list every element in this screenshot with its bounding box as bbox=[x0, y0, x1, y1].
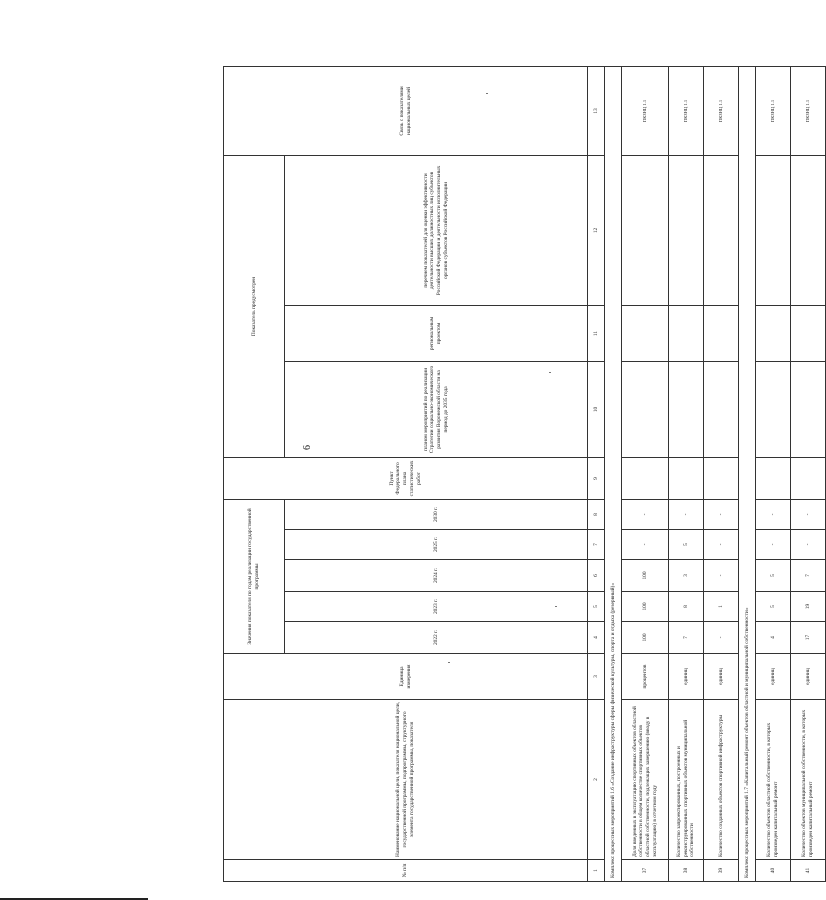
header-strategy: планом мероприятий по реализации Стратегии социально-экономического развития Воронежской области на период до 2035 года bbox=[285, 361, 588, 457]
row-value: 5 bbox=[756, 560, 791, 592]
scan-speck bbox=[549, 372, 551, 373]
row-num: 37 bbox=[622, 860, 669, 882]
header-linkage-group: Показатель предусмотрен bbox=[224, 155, 285, 457]
header-name: Наименование национальной цели, показателя национальной цели, государственной программы, подпрограммы, структурного элемента государственной программы, показателя bbox=[224, 700, 588, 860]
row-value: - bbox=[669, 499, 704, 529]
row-value: 4 bbox=[756, 622, 791, 654]
row-goal-link: ПКЗНЦ 1.1 bbox=[622, 66, 669, 155]
row-fed-plan bbox=[622, 457, 669, 499]
row-value: 17 bbox=[791, 622, 826, 654]
column-number: 2 bbox=[588, 700, 605, 860]
row-name: Количество объектов муниципальной собственности, в которых произведен капитальный ремонт bbox=[791, 700, 826, 860]
row-unit: единиц bbox=[756, 654, 791, 700]
row-fed-plan bbox=[756, 457, 791, 499]
row-goal-link: ПКЗНЦ 1.1 bbox=[756, 66, 791, 155]
header-efficiency: перечнем показателей для оценки эффективности деятельности высших должностных лиц субъектов Российской Федерации и деятельности исполнительных органов субъектов Российской Федерации bbox=[285, 155, 588, 305]
row-value: 1 bbox=[704, 592, 739, 622]
row-efficiency bbox=[622, 155, 669, 305]
row-value: 5 bbox=[669, 530, 704, 560]
column-number: 8 bbox=[588, 499, 605, 529]
header-year: 2025 г. bbox=[285, 530, 588, 560]
column-number: 1 bbox=[588, 860, 605, 882]
header-year: 2023 г. bbox=[285, 592, 588, 622]
row-value: - bbox=[704, 622, 739, 654]
row-strategy bbox=[704, 361, 739, 457]
row-value: 100 bbox=[622, 560, 669, 592]
row-efficiency bbox=[791, 155, 826, 305]
column-number: 9 bbox=[588, 457, 605, 499]
row-regional-project bbox=[704, 305, 739, 361]
row-value: 19 bbox=[791, 592, 826, 622]
row-unit: единиц bbox=[669, 654, 704, 700]
section-row bbox=[605, 66, 622, 881]
rotated-table-container bbox=[223, 67, 814, 882]
section-title: Комплекс процессных мероприятий 1.7 «Капитальный ремонт объектов областной и муниципальной собственности» bbox=[739, 66, 756, 881]
row-value: - bbox=[756, 499, 791, 529]
row-value: 7 bbox=[791, 560, 826, 592]
row-value: - bbox=[704, 499, 739, 529]
row-unit: процентов bbox=[622, 654, 669, 700]
row-num: 39 bbox=[704, 860, 739, 882]
column-number: 4 bbox=[588, 622, 605, 654]
row-goal-link: ПКЗНЦ 1.1 bbox=[791, 66, 826, 155]
table-row bbox=[622, 66, 669, 881]
row-value: 7 bbox=[669, 622, 704, 654]
row-strategy bbox=[622, 361, 669, 457]
table-row bbox=[669, 66, 704, 881]
section-row bbox=[739, 66, 756, 881]
row-name: Количество объектов областной собственности, в которых произведен капитальный ремонт bbox=[756, 700, 791, 860]
row-value: - bbox=[622, 530, 669, 560]
row-value: 3 bbox=[669, 560, 704, 592]
scan-speck bbox=[555, 606, 557, 607]
column-number: 13 bbox=[588, 66, 605, 155]
header-year: 2022 г. bbox=[285, 622, 588, 654]
column-number: 10 bbox=[588, 361, 605, 457]
header-year: 2030 г. bbox=[285, 499, 588, 529]
row-unit: единиц bbox=[791, 654, 826, 700]
column-number: 5 bbox=[588, 592, 605, 622]
column-number: 3 bbox=[588, 654, 605, 700]
row-regional-project bbox=[669, 305, 704, 361]
row-name: Доля введенных в эксплуатацию спортивных объектов областной собственности в общем количестве спортивных объектов областной собственности, подлежащих завершению (вводу в эксплуатацию) в отчетном году bbox=[622, 700, 669, 860]
row-strategy bbox=[669, 361, 704, 457]
row-regional-project bbox=[791, 305, 826, 361]
row-value: - bbox=[791, 499, 826, 529]
row-value: 100 bbox=[622, 592, 669, 622]
table-row bbox=[756, 66, 791, 881]
row-regional-project bbox=[756, 305, 791, 361]
row-name: Количество созданных объектов спортивной инфраструктуры bbox=[704, 700, 739, 860]
table-row bbox=[704, 66, 739, 881]
row-value: - bbox=[791, 530, 826, 560]
section-title: Комплекс процессных мероприятий 1.6 «Создание инфраструктуры сферы физической культуры, спорта и отдыха (резервный)» bbox=[605, 66, 622, 881]
page-number: 6 bbox=[302, 445, 313, 450]
row-value: 100 bbox=[622, 622, 669, 654]
row-strategy bbox=[791, 361, 826, 457]
row-efficiency bbox=[669, 155, 704, 305]
row-goal-link: ПКЗНЦ 1.1 bbox=[669, 66, 704, 155]
row-name: Количество запроектированных, построенных и реконструированных спортивных объектов муниципальной собственности bbox=[669, 700, 704, 860]
column-number: 12 bbox=[588, 155, 605, 305]
scan-speck bbox=[486, 93, 488, 94]
row-value: 8 bbox=[669, 592, 704, 622]
row-goal-link: ПКЗНЦ 1.1 bbox=[704, 66, 739, 155]
header-fed-plan: Пункт Федерального плана статистических работ bbox=[224, 457, 588, 499]
header-regional-project: региональным проектом bbox=[285, 305, 588, 361]
header-values-group: Значения показателя по годам реализации государственной программы bbox=[224, 499, 285, 653]
row-efficiency bbox=[704, 155, 739, 305]
row-strategy bbox=[756, 361, 791, 457]
header-goal-link: Связь с показателями национальных целей bbox=[224, 66, 588, 155]
row-num: 41 bbox=[791, 860, 826, 882]
header-unit: Единица измерения bbox=[224, 654, 588, 700]
row-value: - bbox=[704, 560, 739, 592]
row-efficiency bbox=[756, 155, 791, 305]
row-value: - bbox=[756, 530, 791, 560]
row-value: - bbox=[622, 499, 669, 529]
column-numbers-row bbox=[588, 66, 605, 881]
row-value: - bbox=[704, 530, 739, 560]
column-number: 7 bbox=[588, 530, 605, 560]
header-num: № п/п bbox=[224, 860, 588, 882]
row-unit: единиц bbox=[704, 654, 739, 700]
header-row-top bbox=[224, 66, 285, 881]
column-number: 6 bbox=[588, 560, 605, 592]
scan-speck bbox=[448, 662, 450, 663]
row-num: 38 bbox=[669, 860, 704, 882]
table-row bbox=[791, 66, 826, 881]
row-regional-project bbox=[622, 305, 669, 361]
indicators-table bbox=[223, 66, 826, 882]
header-year: 2024 г. bbox=[285, 560, 588, 592]
column-number: 11 bbox=[588, 305, 605, 361]
row-num: 40 bbox=[756, 860, 791, 882]
row-fed-plan bbox=[669, 457, 704, 499]
row-fed-plan bbox=[704, 457, 739, 499]
row-value: 5 bbox=[756, 592, 791, 622]
row-fed-plan bbox=[791, 457, 826, 499]
